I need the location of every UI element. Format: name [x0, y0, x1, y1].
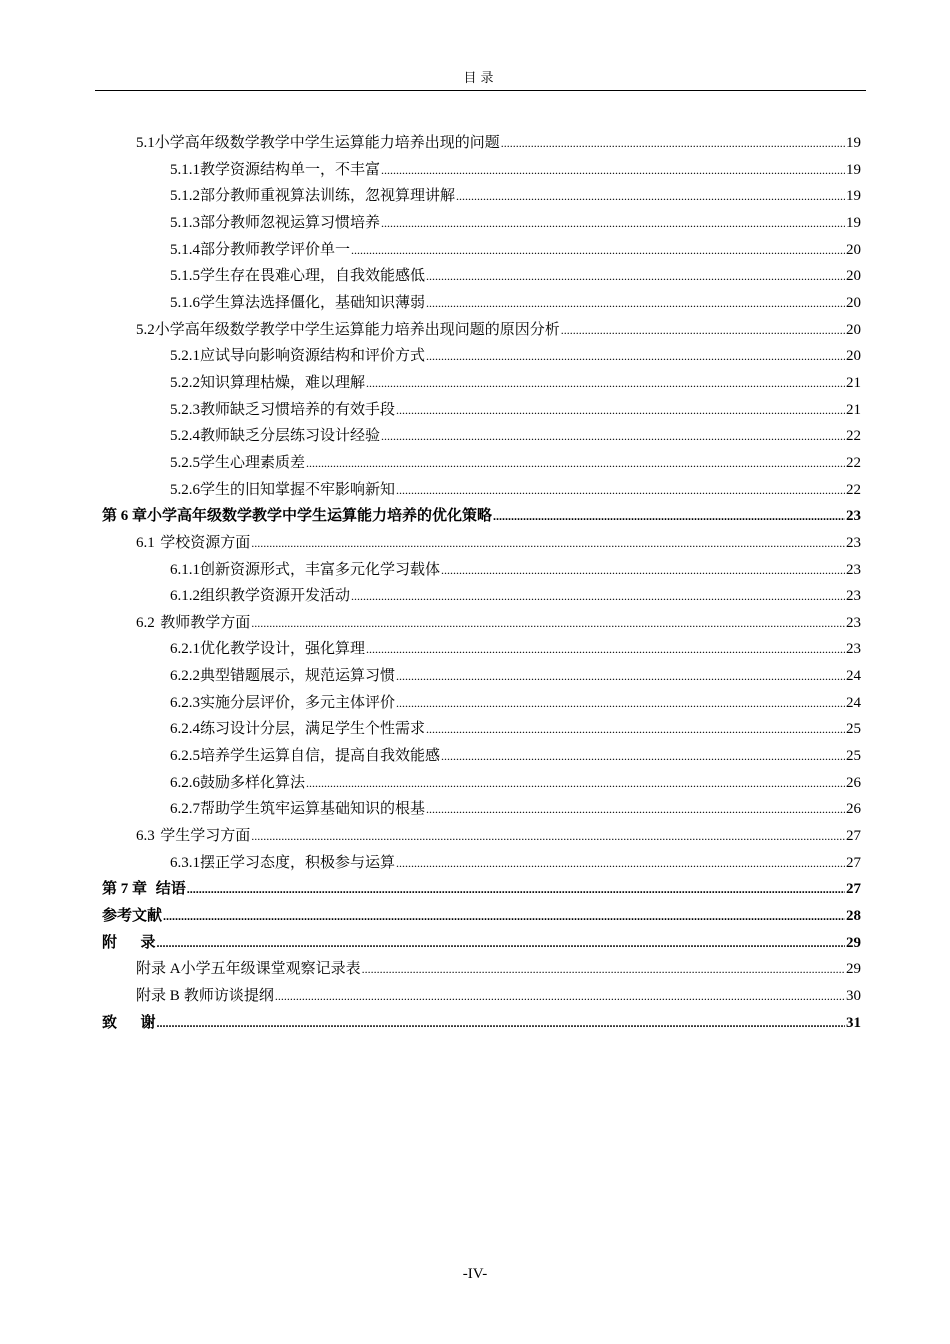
- toc-entry-page: 23: [846, 534, 861, 551]
- toc-entry[interactable]: [102, 636, 861, 663]
- toc-entry-page: 21: [846, 401, 861, 418]
- toc-entry-number: 6.2.6: [170, 774, 200, 791]
- toc-entry-title: 教学资源结构单一，不丰富: [200, 161, 381, 178]
- toc-entry[interactable]: [102, 343, 861, 370]
- toc-entry[interactable]: [102, 317, 861, 344]
- toc-entry-page: 22: [846, 481, 861, 498]
- toc-entry-number: 5.1.6: [170, 294, 200, 311]
- toc-entry-number: 5.1.1: [170, 161, 200, 178]
- dot-leader: [351, 237, 845, 264]
- toc-entry-number: 5.1.5: [170, 268, 200, 285]
- toc-entry-title: 教师缺乏分层练习设计经验: [200, 428, 381, 445]
- toc-entry-number: 5.2.2: [170, 374, 200, 391]
- toc-entry-title: 教师访谈提纲: [183, 988, 274, 1004]
- toc-entry[interactable]: [102, 823, 861, 850]
- toc-entry[interactable]: [102, 370, 861, 397]
- dot-leader: [381, 423, 845, 450]
- toc-entry-page: 20: [846, 268, 861, 285]
- toc-entry-number: 第 7 章: [102, 881, 148, 898]
- toc-entry[interactable]: [102, 956, 861, 983]
- toc-entry-number: 6.2.3: [170, 694, 200, 711]
- toc-entry-number: 5.2.4: [170, 428, 200, 445]
- toc-entry-number: 6.2.5: [170, 748, 200, 765]
- dot-leader: [351, 583, 845, 610]
- toc-entry[interactable]: [102, 716, 861, 743]
- toc-entry-page: 27: [846, 881, 861, 898]
- toc-entry-title: 帮助学生筑牢运算基础知识的根基: [200, 801, 426, 818]
- dot-leader: [396, 663, 845, 690]
- toc-entry-title: 小学五年级课堂观察记录表: [180, 961, 361, 978]
- dot-leader: [275, 983, 845, 1010]
- toc-entry[interactable]: [102, 850, 861, 877]
- toc-entry[interactable]: [102, 183, 861, 210]
- dot-leader: [157, 930, 845, 957]
- toc-entry-page: 23: [846, 561, 861, 578]
- dot-leader: [426, 796, 845, 823]
- toc-entry-title: 学生心理素质差: [200, 454, 306, 471]
- toc-entry-number: 6.2: [136, 614, 155, 631]
- toc-entry-number: 致: [102, 1014, 118, 1031]
- toc-entry[interactable]: [102, 530, 861, 557]
- toc-entry-title: 应试导向影响资源结构和评价方式: [200, 348, 426, 365]
- toc-entry-title: 优化教学设计，强化算理: [200, 641, 366, 658]
- toc-entry-number: 6.2.1: [170, 641, 200, 658]
- toc-entry-title: 教师缺乏习惯培养的有效手段: [200, 401, 396, 418]
- dot-leader: [493, 503, 845, 530]
- dot-leader: [501, 130, 845, 157]
- dot-leader: [163, 903, 845, 930]
- toc-entry-number: 第 6 章: [102, 508, 148, 525]
- toc-entry-page: 25: [846, 721, 861, 738]
- toc-entry-title: 学生学习方面: [160, 828, 251, 845]
- table-of-contents: [102, 130, 861, 1036]
- toc-entry[interactable]: [102, 423, 861, 450]
- toc-entry-page: 29: [846, 934, 861, 951]
- toc-entry[interactable]: [102, 743, 861, 770]
- toc-entry-title: 学生的旧知掌握不牢影响新知: [200, 481, 396, 498]
- toc-entry-number: 6.3.1: [170, 854, 200, 871]
- toc-entry-title: 教师教学方面: [160, 614, 251, 631]
- dot-leader: [306, 450, 845, 477]
- toc-entry-title: 小学高年级数学教学中学生运算能力培养出现的问题: [154, 135, 500, 151]
- toc-entry-title: 学校资源方面: [160, 534, 251, 551]
- toc-entry[interactable]: [102, 263, 861, 290]
- toc-entry-page: 29: [846, 961, 861, 978]
- toc-entry-page: 23: [846, 508, 861, 525]
- toc-entry-number: 6.2.7: [170, 801, 200, 818]
- toc-entry-page: 26: [846, 774, 861, 791]
- toc-entry-title: 部分教师教学评价单一: [200, 241, 351, 258]
- dot-leader: [157, 1010, 845, 1037]
- toc-entry-title: 学生算法选择僵化，基础知识薄弱: [200, 294, 426, 311]
- toc-entry[interactable]: [102, 690, 861, 717]
- toc-entry-page: 24: [846, 694, 861, 711]
- dot-leader: [426, 263, 845, 290]
- toc-entry-page: 21: [846, 374, 861, 391]
- toc-entry[interactable]: [102, 930, 861, 957]
- dot-leader: [251, 610, 845, 637]
- toc-entry-title: 知识算理枯燥，难以理解: [200, 374, 366, 391]
- dot-leader: [426, 343, 845, 370]
- toc-entry-page: 24: [846, 668, 861, 685]
- toc-entry-number: 5.2: [136, 321, 155, 338]
- toc-entry[interactable]: [102, 876, 861, 903]
- toc-entry-page: 22: [846, 428, 861, 445]
- dot-leader: [396, 690, 845, 717]
- toc-entry-title: 结语: [155, 881, 186, 898]
- toc-entry-title: 小学高年级数学教学中学生运算能力培养出现问题的原因分析: [154, 321, 560, 338]
- dot-leader: [381, 210, 845, 237]
- toc-entry-title: 小学高年级数学教学中学生运算能力培养的优化策略: [147, 508, 493, 525]
- toc-entry[interactable]: [102, 770, 861, 797]
- toc-entry-title: 练习设计分层，满足学生个性需求: [200, 721, 426, 738]
- page-number: -IV-: [462, 1266, 488, 1282]
- dot-leader: [561, 317, 845, 344]
- toc-entry[interactable]: [102, 663, 861, 690]
- toc-entry-title: 谢: [140, 1014, 156, 1031]
- toc-entry-title: 学生存在畏难心理，自我效能感低: [200, 268, 426, 285]
- toc-entry-title: 培养学生运算自信，提高自我效能感: [200, 748, 441, 765]
- dot-leader: [251, 823, 845, 850]
- toc-entry-page: 31: [846, 1014, 861, 1031]
- toc-entry-page: 27: [846, 854, 861, 871]
- toc-entry-number: 6.1: [136, 534, 155, 551]
- toc-entry[interactable]: [102, 157, 861, 184]
- toc-entry[interactable]: [102, 796, 861, 823]
- toc-entry-page: 20: [846, 294, 861, 311]
- toc-entry[interactable]: [102, 477, 861, 504]
- dot-leader: [426, 716, 845, 743]
- dot-leader: [362, 956, 845, 983]
- toc-entry-title: 组织教学资源开发活动: [200, 588, 351, 605]
- dot-leader: [396, 397, 845, 424]
- toc-entry-page: 30: [846, 988, 861, 1004]
- dot-leader: [306, 770, 845, 797]
- toc-entry-page: 20: [846, 348, 861, 365]
- toc-entry-page: 20: [846, 241, 861, 258]
- toc-entry[interactable]: [102, 210, 861, 237]
- toc-entry-number: 6.2.4: [170, 721, 200, 738]
- toc-entry-page: 28: [846, 908, 861, 925]
- toc-entry[interactable]: [102, 1010, 861, 1037]
- toc-entry[interactable]: [102, 237, 861, 264]
- toc-entry[interactable]: [102, 903, 861, 930]
- toc-entry-title: 摆正学习态度，积极参与运算: [200, 854, 396, 871]
- toc-entry-title: 部分教师忽视运算习惯培养: [200, 214, 381, 231]
- toc-entry-number: 5.1.2: [170, 188, 200, 205]
- toc-entry[interactable]: [102, 397, 861, 424]
- toc-entry-page: 19: [846, 161, 861, 178]
- toc-entry[interactable]: [102, 130, 861, 157]
- toc-entry-number: 附录 B: [136, 988, 180, 1004]
- toc-entry-title: 录: [140, 934, 156, 951]
- toc-entry-page: 19: [846, 188, 861, 205]
- toc-entry-number: 6.2.2: [170, 668, 200, 685]
- toc-entry-number: 5.2.6: [170, 481, 200, 498]
- toc-entry[interactable]: [102, 290, 861, 317]
- toc-entry-number: 5.2.1: [170, 348, 200, 365]
- toc-entry-page: 25: [846, 748, 861, 765]
- toc-entry-number: 6.1.1: [170, 561, 200, 578]
- toc-entry-page: 23: [846, 614, 861, 631]
- toc-entry-page: 27: [846, 828, 861, 845]
- page-header: [95, 70, 866, 91]
- dot-leader: [251, 530, 845, 557]
- toc-entry-title: 参考文献: [102, 908, 163, 925]
- toc-entry-title: 实施分层评价，多元主体评价: [200, 694, 396, 711]
- dot-leader: [396, 850, 845, 877]
- dot-leader: [441, 557, 845, 584]
- toc-entry-number: 5.1.3: [170, 214, 200, 231]
- toc-entry-page: 22: [846, 454, 861, 471]
- toc-entry-number: 5.2.5: [170, 454, 200, 471]
- dot-leader: [396, 477, 845, 504]
- toc-entry-number: 6.3: [136, 828, 155, 845]
- toc-entry-number: 5.1: [136, 135, 155, 151]
- toc-entry-page: 19: [846, 135, 861, 151]
- toc-entry-number: 5.2.3: [170, 401, 200, 418]
- toc-entry-page: 20: [846, 321, 861, 338]
- dot-leader: [187, 876, 845, 903]
- toc-entry-number: 6.1.2: [170, 588, 200, 605]
- dot-leader: [426, 290, 845, 317]
- dot-leader: [366, 370, 845, 397]
- toc-entry-page: 19: [846, 214, 861, 231]
- dot-leader: [381, 157, 845, 184]
- header-title: 目录: [463, 70, 498, 85]
- toc-entry[interactable]: [102, 557, 861, 584]
- toc-entry[interactable]: [102, 450, 861, 477]
- toc-entry-title: 创新资源形式，丰富多元化学习载体: [200, 561, 441, 578]
- toc-entry-number: 附: [102, 934, 118, 951]
- dot-leader: [456, 183, 845, 210]
- toc-entry[interactable]: [102, 583, 861, 610]
- toc-entry-title: 部分教师重视算法训练，忽视算理讲解: [200, 188, 456, 205]
- toc-entry[interactable]: [102, 610, 861, 637]
- toc-entry-page: 23: [846, 641, 861, 658]
- dot-leader: [441, 743, 845, 770]
- toc-entry-number: 附录 A: [136, 961, 181, 978]
- toc-entry-page: 23: [846, 588, 861, 605]
- toc-entry-number: 5.1.4: [170, 241, 200, 258]
- toc-entry-title: 鼓励多样化算法: [200, 774, 306, 791]
- dot-leader: [366, 636, 845, 663]
- toc-entry[interactable]: [102, 983, 861, 1010]
- toc-entry-page: 26: [846, 801, 861, 818]
- toc-entry[interactable]: [102, 503, 861, 530]
- toc-entry-title: 典型错题展示，规范运算习惯: [200, 668, 396, 685]
